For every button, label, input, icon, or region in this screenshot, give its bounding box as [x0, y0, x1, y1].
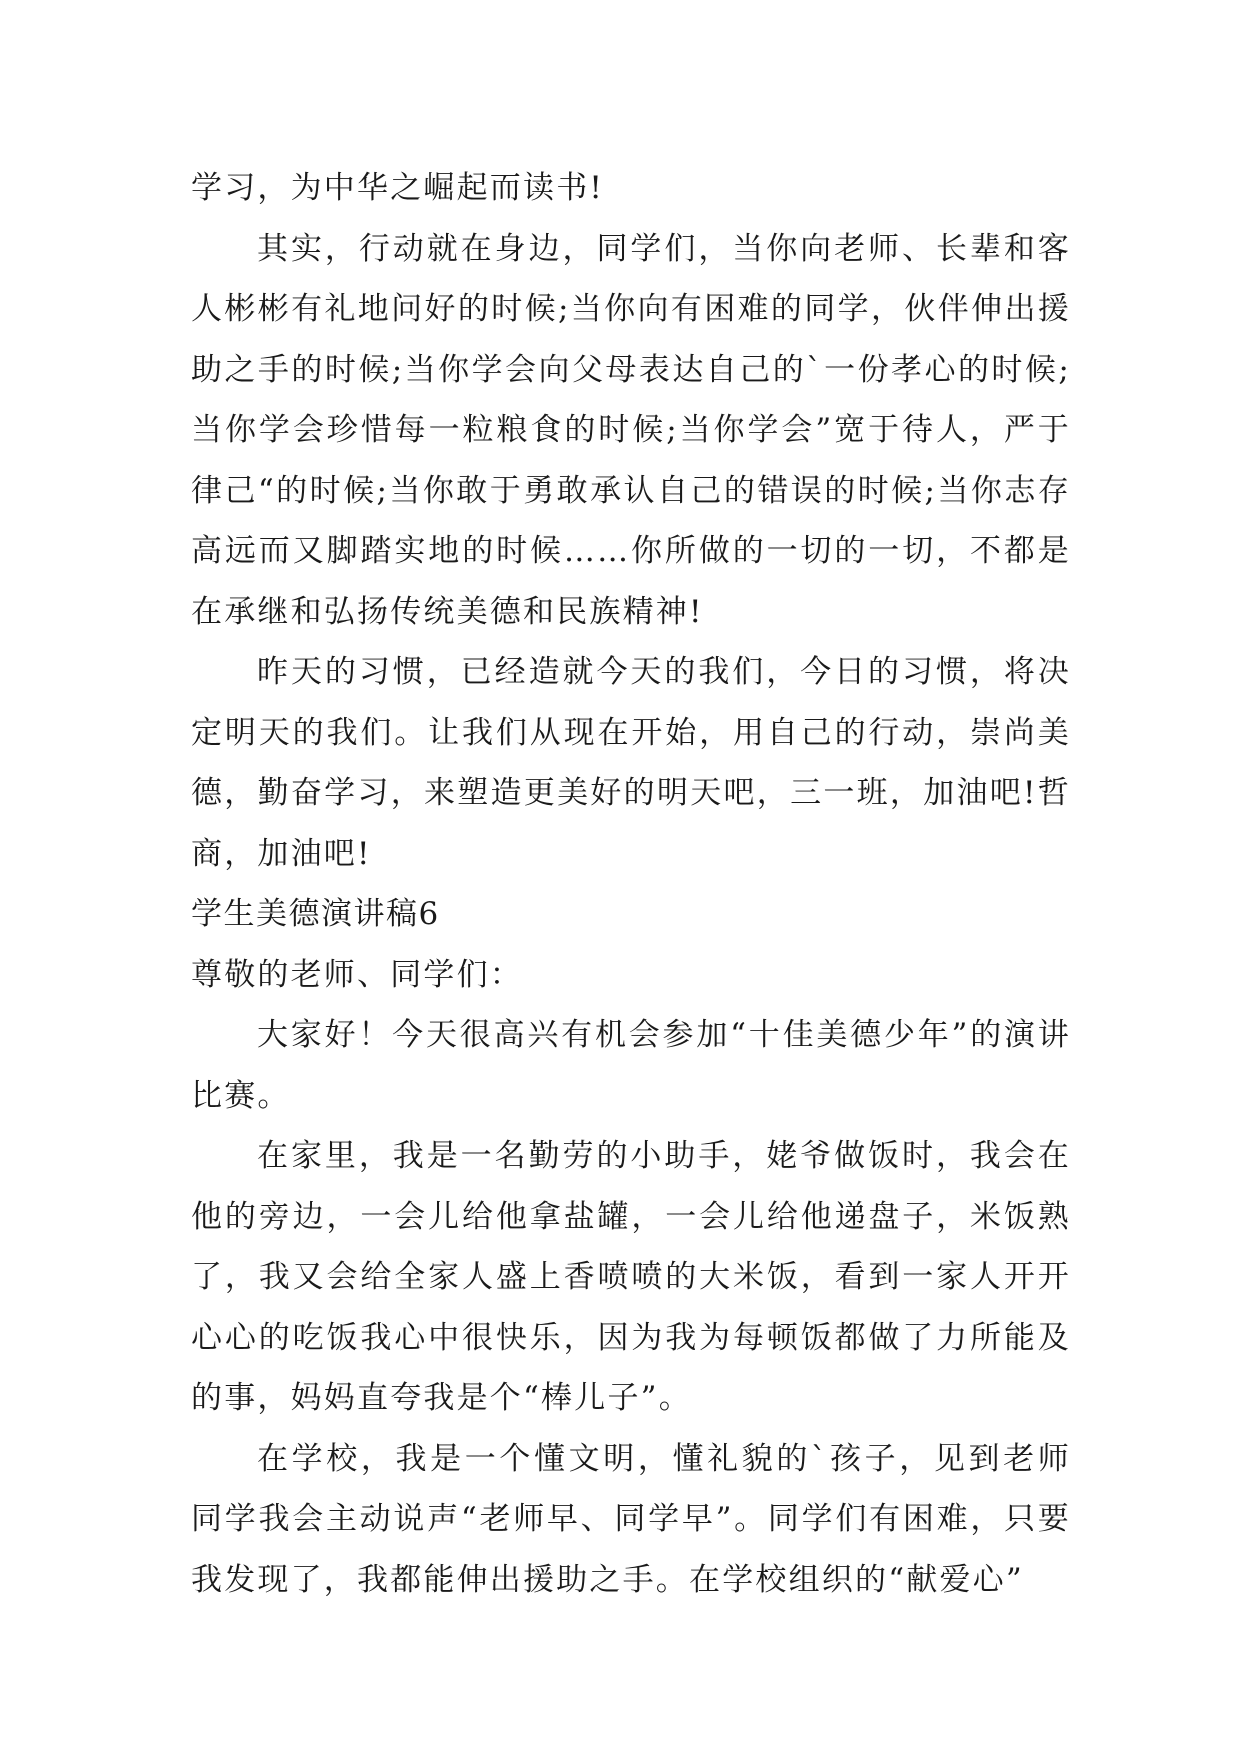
- paragraph-at-home: 在家里，我是一名勤劳的小助手，姥爷做饭时，我会在他的旁边，一会儿给他拿盐罐，一会儿给他递盘子，米饭熟了，我又会给全家人盛上香喷喷的大米饭，看到一家人开开心心的吃饭我心中很快乐，因为我为每顿饭都做了力所能及的事，妈妈直夸我是个“棒儿子”。: [191, 1138, 1071, 1416]
- paragraph-closing-line: 学习，为中华之崛起而读书!: [191, 170, 605, 206]
- paragraph-greeting: 大家好！今天很高兴有机会参加“十佳美德少年”的演讲比赛。: [191, 1017, 1071, 1114]
- section-heading: 学生美德演讲稿6: [191, 896, 440, 932]
- paragraph-habits: 昨天的习惯，已经造就今天的我们，今日的习惯，将决定明天的我们。让我们从现在开始，用自己的行动，崇尚美德，勤奋学习，来塑造更美好的明天吧，三一班，加油吧!哲商，加油吧!: [191, 654, 1071, 872]
- paragraph-actions: 其实，行动就在身边，同学们，当你向老师、长辈和客人彬彬有礼地问好的时候;当你向有困难的同学，伙伴伸出援助之手的时候;当你学会向父母表达自己的`一份孝心的时候;当你学会珍惜每一粒粮食的时候;当你学会”宽于待人，严于律己“的时候;当你敢于勇敢承认自己的错误的时候;当你志存高远而又脚踏实地的时候……你所做的一切的一切，不都是在承继和弘扬传统美德和民族精神!: [191, 230, 1071, 630]
- document-body: [191, 158, 1071, 1610]
- salutation: 尊敬的老师、同学们：: [191, 956, 523, 993]
- paragraph-at-school: 在学校，我是一个懂文明，懂礼貌的`孩子，见到老师同学我会主动说声“老师早、同学早”。同学们有困难，只要我发现了，我都能伸出援助之手。在学校组织的“献爱心”: [191, 1440, 1071, 1598]
